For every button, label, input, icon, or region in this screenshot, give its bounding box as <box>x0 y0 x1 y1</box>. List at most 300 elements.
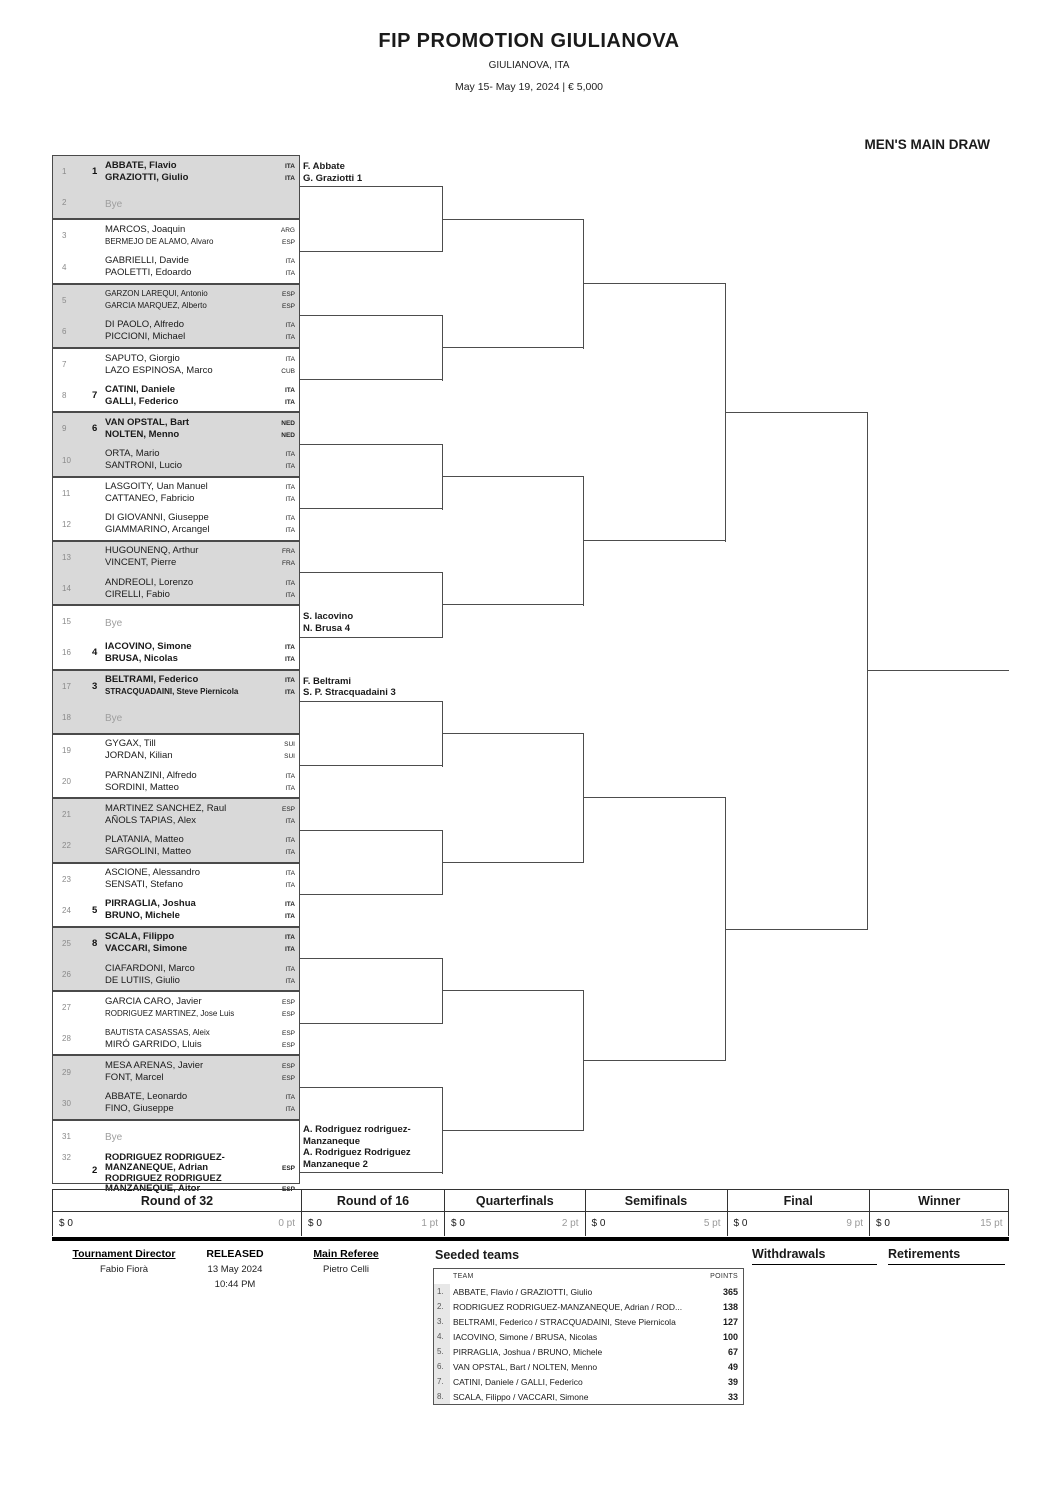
country-code: ESP <box>281 1010 295 1018</box>
seed-number: 3 <box>92 680 98 692</box>
team-names <box>105 641 299 665</box>
seeded-table-header <box>434 1269 743 1284</box>
team-row <box>53 478 299 509</box>
country-code: ITA <box>285 451 295 458</box>
country-code: ITA <box>285 836 295 844</box>
player-name: BERMEJO DE ALAMO, Alvaro <box>105 236 214 246</box>
player-line <box>105 236 299 248</box>
player-line <box>105 417 299 429</box>
seeded-team-points: 39 <box>727 1376 738 1387</box>
country-code: ITA <box>285 677 295 685</box>
player-name: ABBATE, Leonardo <box>105 1091 188 1103</box>
team-row <box>53 285 299 316</box>
released-date: 13 May 2024 <box>207 1264 263 1275</box>
bye-row <box>53 1121 299 1152</box>
team-names <box>105 1091 299 1115</box>
player-line <box>105 267 299 279</box>
round-points: 5 pt <box>703 1218 721 1229</box>
player-name: PLATANIA, Matteo <box>105 833 184 845</box>
player-name: CIRELLI, Fabio <box>105 588 170 600</box>
advancing-team-line: A. Rodriguez Rodriguez <box>303 1147 411 1158</box>
player-line <box>105 653 299 665</box>
qf-slot-line <box>443 604 584 605</box>
country-code: ITA <box>285 579 295 587</box>
main-referee-block <box>288 1247 404 1277</box>
player-name: DI GIOVANNI, Giuseppe <box>105 512 209 524</box>
seeded-team-row <box>434 1284 743 1299</box>
player-line <box>105 996 299 1008</box>
team-names <box>105 931 299 955</box>
bye-row <box>53 187 299 218</box>
player-name: FINO, Giuseppe <box>105 1103 174 1115</box>
team-names <box>105 996 299 1020</box>
team-row <box>53 830 299 861</box>
country-code: ESP <box>281 291 295 299</box>
player-name: VINCENT, Pierre <box>105 557 177 569</box>
seeded-team-number: 4. <box>434 1329 450 1344</box>
country-code: ITA <box>285 848 295 856</box>
player-name: DI PAOLO, Alfredo <box>105 319 185 331</box>
round-points: 0 pt <box>278 1218 295 1229</box>
row-number: 8 <box>62 391 67 401</box>
player-name: DE LUTIIS, Giulio <box>105 974 180 986</box>
country-code: ITA <box>285 386 295 394</box>
withdrawals-heading: Withdrawals <box>752 1247 877 1265</box>
round-label: Round of 16 <box>302 1190 444 1212</box>
round-money: $ 0 <box>733 1218 748 1229</box>
team-row <box>53 1088 299 1119</box>
player-name: GRAZIOTTI, Giulio <box>105 171 189 183</box>
team-names <box>105 160 299 184</box>
r16-slot-line <box>300 765 443 766</box>
qf-slot-line <box>443 476 584 477</box>
country-code: ITA <box>285 355 295 363</box>
player-name: SORDINI, Matteo <box>105 781 179 793</box>
team-row <box>53 380 299 411</box>
player-name: ORTA, Mario <box>105 448 160 459</box>
row-number: 11 <box>62 488 71 498</box>
seeded-points-header: POINTS <box>710 1273 738 1280</box>
player-name: CIAFARDONI, Marco <box>105 962 195 974</box>
team-names <box>105 674 299 698</box>
country-code: ITA <box>285 463 295 470</box>
row-number: 23 <box>62 874 71 884</box>
country-code: ITA <box>285 322 295 330</box>
round-payout <box>728 1212 870 1235</box>
team-names <box>105 512 299 536</box>
round-column-2 <box>301 1190 444 1236</box>
country-code: ESP <box>281 1185 295 1193</box>
player-name: SCALA, Filippo <box>105 931 175 943</box>
player-line <box>105 931 299 943</box>
row-number: 1 <box>62 167 67 177</box>
row-number: 21 <box>62 810 71 820</box>
player-line <box>105 815 299 827</box>
player-line <box>105 557 299 569</box>
team-row <box>53 509 299 540</box>
seeded-team-number: 2. <box>434 1299 450 1314</box>
advancing-team-line: A. Rodriguez rodriguez- <box>303 1124 411 1135</box>
player-line <box>105 524 299 536</box>
round-points: 2 pt <box>561 1218 579 1229</box>
player-line <box>105 224 299 236</box>
country-code: ESP <box>281 1164 295 1172</box>
round-money: $ 0 <box>451 1218 465 1229</box>
team-row <box>53 992 299 1023</box>
player-name: JORDAN, Kilian <box>105 750 173 762</box>
main-referee-name: Pietro Celli <box>323 1264 369 1275</box>
player-name: CATINI, Daniele <box>105 383 176 395</box>
row-number: 26 <box>62 970 71 980</box>
country-code: ITA <box>285 334 295 342</box>
country-code: ITA <box>285 946 295 954</box>
r16-slot-line <box>300 251 443 252</box>
qf-slot-line <box>443 347 584 348</box>
player-name: BRUNO, Michele <box>105 910 180 922</box>
r16-slot-line <box>300 315 443 316</box>
country-code: ITA <box>285 527 295 535</box>
match-box <box>52 412 300 476</box>
team-names <box>105 353 299 377</box>
player-name: MANZANEQUE, Aitor <box>105 1182 201 1194</box>
team-names <box>105 770 299 794</box>
country-code: ITA <box>285 870 295 878</box>
player-name: BELTRAMI, Federico <box>105 674 199 686</box>
player-name: MIRÓ GARRIDO, Lluis <box>105 1038 202 1050</box>
round-points: 9 pt <box>846 1218 863 1229</box>
seeded-team-number: 1. <box>434 1284 450 1299</box>
player-name: ABBATE, Flavio <box>105 159 177 171</box>
seeded-team-name: RODRIGUEZ RODRIGUEZ-MANZANEQUE, Adrian / ROD... <box>453 1301 683 1312</box>
released-block <box>177 1247 293 1292</box>
country-code: ITA <box>285 817 295 825</box>
team-row <box>53 799 299 830</box>
round-money: $ 0 <box>59 1218 73 1229</box>
player-name: SANTRONI, Lucio <box>105 460 183 471</box>
round-label: Quarterfinals <box>445 1190 585 1212</box>
seeded-team-points: 49 <box>727 1361 738 1372</box>
advancing-team-line: S. P. Stracquadaini 3 <box>303 687 396 699</box>
player-line <box>105 493 299 505</box>
team-row <box>53 1151 299 1194</box>
player-line <box>105 512 299 524</box>
player-line <box>105 577 299 589</box>
round-column-6 <box>869 1190 1009 1236</box>
bye-label: Bye <box>105 617 123 629</box>
seeded-team-name: PIRRAGLIA, Joshua / BRUNO, Michele <box>453 1346 603 1357</box>
advancing-team-line: N. Brusa 4 <box>303 622 350 634</box>
bye-wrap <box>105 1127 299 1145</box>
team-row <box>53 637 299 668</box>
country-code: ITA <box>285 496 295 504</box>
country-code: ITA <box>285 655 295 663</box>
player-name: BAUTISTA CASASSAS, Aleix <box>105 1027 210 1037</box>
match-box <box>52 219 300 283</box>
r16-slot-line <box>300 444 443 445</box>
row-number: 17 <box>62 681 71 691</box>
player-name: RODRIGUEZ MARTINEZ, Jose Luis <box>105 1008 235 1018</box>
country-code: CUB <box>281 367 295 375</box>
round-money: $ 0 <box>876 1218 890 1229</box>
player-line <box>105 782 299 794</box>
seeded-team-points: 67 <box>727 1346 738 1357</box>
team-row <box>53 1023 299 1054</box>
team-row <box>53 156 299 187</box>
bye-label: Bye <box>105 198 123 210</box>
sf-slot-line <box>584 283 726 284</box>
final-slot-line <box>726 412 869 413</box>
seeded-teams-title: Seeded teams <box>435 1248 520 1262</box>
player-line <box>105 1039 299 1051</box>
player-line <box>105 943 299 955</box>
player-line <box>105 1027 299 1039</box>
seeded-team-row <box>434 1344 743 1359</box>
team-names <box>105 288 299 312</box>
player-line <box>105 834 299 846</box>
sf-slot-line <box>584 797 726 798</box>
bye-wrap <box>105 194 299 212</box>
r16-slot-line <box>300 186 443 187</box>
player-line <box>105 384 299 396</box>
country-code: ITA <box>285 934 295 942</box>
row-number: 27 <box>62 1003 71 1013</box>
round-column-3 <box>444 1190 585 1236</box>
player-name: PAOLETTI, Edoardo <box>105 267 192 279</box>
draw-title: MEN'S MAIN DRAW <box>864 137 990 152</box>
player-name: SENSATI, Stefano <box>105 879 183 891</box>
r16-slot-line <box>300 1023 443 1024</box>
seeded-team-header: TEAM <box>453 1273 474 1280</box>
row-number: 3 <box>62 231 67 241</box>
team-names <box>105 963 299 987</box>
player-line <box>105 803 299 815</box>
match-box <box>52 541 300 605</box>
row-number: 18 <box>62 712 71 722</box>
player-name: AÑOLS TAPIAS, Alex <box>105 814 196 826</box>
advancing-team <box>303 1124 445 1170</box>
player-line <box>105 686 299 698</box>
advancing-team-line: S. Iacovino <box>303 611 354 623</box>
released-label: RELEASED <box>206 1248 264 1260</box>
seeded-team-number: 5. <box>434 1344 450 1359</box>
r16-slot-line <box>300 958 443 959</box>
r16-slot-line <box>300 379 443 380</box>
seeded-team-number: 8. <box>434 1389 450 1404</box>
seeded-team-row <box>434 1329 743 1344</box>
player-line <box>105 1008 299 1020</box>
player-line <box>105 738 299 750</box>
row-number: 25 <box>62 938 71 948</box>
row-number: 30 <box>62 1098 71 1108</box>
round-points-table <box>52 1189 1009 1236</box>
country-code: ESP <box>281 303 295 311</box>
footer-divider-rule <box>52 1237 1009 1241</box>
player-name: GALLI, Federico <box>105 395 179 407</box>
seed-number: 7 <box>92 390 98 402</box>
country-code: ESP <box>281 1063 295 1071</box>
player-name: ANDREOLI, Lorenzo <box>105 576 194 588</box>
tournament-location: GIULIANOVA, ITA <box>488 60 570 71</box>
player-name: PIRRAGLIA, Joshua <box>105 898 196 910</box>
player-line <box>105 396 299 408</box>
bye-wrap <box>105 613 299 631</box>
row-number: 9 <box>62 424 67 434</box>
player-name: HUGOUNENQ, Arthur <box>105 545 199 557</box>
seeded-team-points: 100 <box>722 1331 738 1342</box>
player-line <box>105 641 299 653</box>
seeded-team-points: 33 <box>727 1391 738 1402</box>
player-line <box>105 867 299 879</box>
seed-number: 2 <box>92 1164 98 1176</box>
country-code: ITA <box>285 270 295 278</box>
r16-slot-line <box>300 572 443 573</box>
player-name: GIAMMARINO, Arcangel <box>105 524 210 536</box>
player-name: IACOVINO, Simone <box>105 640 192 652</box>
team-names <box>105 255 299 279</box>
row-number: 16 <box>62 648 71 658</box>
player-name: PARNANZINI, Alfredo <box>105 769 197 781</box>
match-box <box>52 670 300 734</box>
team-names <box>105 834 299 858</box>
main-referee-label: Main Referee <box>313 1248 379 1260</box>
round-money: $ 0 <box>308 1218 322 1229</box>
player-line <box>105 255 299 267</box>
player-line <box>105 975 299 987</box>
tournament-director-label: Tournament Director <box>72 1248 176 1260</box>
match-box <box>52 605 300 669</box>
r16-slot-line <box>300 508 443 509</box>
player-line <box>105 750 299 762</box>
row-number: 6 <box>62 326 67 336</box>
team-row <box>53 959 299 990</box>
player-line <box>105 319 299 331</box>
team-names <box>105 867 299 891</box>
team-names <box>105 1060 299 1084</box>
round-payout <box>586 1212 727 1235</box>
round-label: Winner <box>870 1190 1009 1212</box>
team-row <box>53 895 299 926</box>
seeded-team-points: 365 <box>722 1286 738 1297</box>
player-name: GARCIA CARO, Javier <box>105 995 202 1007</box>
row-number: 5 <box>62 295 67 305</box>
seed-number: 6 <box>92 423 98 435</box>
player-name: RODRIGUEZ RODRIGUEZ- <box>105 1151 225 1163</box>
tournament-title: FIP PROMOTION GIULIANOVA <box>378 30 680 52</box>
player-line <box>105 365 299 377</box>
team-names <box>105 319 299 343</box>
country-code: ITA <box>285 901 295 909</box>
match-box <box>52 927 300 991</box>
team-row <box>53 864 299 895</box>
player-line <box>105 353 299 365</box>
player-line <box>105 460 299 472</box>
match-box <box>52 284 300 348</box>
round-label: Semifinals <box>586 1190 727 1212</box>
country-code: ITA <box>285 398 295 406</box>
player-line <box>105 545 299 557</box>
country-code: ESP <box>281 1041 295 1049</box>
player-line <box>105 331 299 343</box>
country-code: ITA <box>285 772 295 780</box>
seeded-team-points: 127 <box>722 1316 738 1327</box>
bye-row <box>53 606 299 637</box>
player-name: PICCIONI, Michael <box>105 331 186 343</box>
team-names <box>105 898 299 922</box>
row-number: 31 <box>62 1131 71 1141</box>
country-code: ITA <box>285 162 295 170</box>
round-payout <box>302 1212 444 1235</box>
player-name: NOLTEN, Menno <box>105 428 180 440</box>
player-name: GABRIELLI, Davide <box>105 255 189 267</box>
player-line <box>105 481 299 493</box>
match-box <box>52 1120 300 1194</box>
match-box <box>52 155 300 219</box>
round-label: Final <box>728 1190 870 1212</box>
team-names <box>105 417 299 441</box>
player-line <box>105 448 299 460</box>
seeded-team-name: IACOVINO, Simone / BRUSA, Nicolas <box>453 1331 598 1342</box>
country-code: ESP <box>281 1029 295 1037</box>
row-number: 22 <box>62 841 71 851</box>
advancing-team-line: Manzaneque <box>303 1135 361 1147</box>
country-code: ITA <box>285 913 295 921</box>
player-name: GARZON LAREQUI, Antonio <box>105 289 208 299</box>
row-number: 4 <box>62 262 67 272</box>
row-number: 10 <box>62 455 71 465</box>
country-code: ESP <box>281 1075 295 1083</box>
team-names <box>105 738 299 762</box>
player-name: MANZANEQUE, Adrian <box>105 1161 209 1173</box>
country-code: ITA <box>285 882 295 890</box>
qf-slot-line <box>443 1130 584 1131</box>
seeded-num-header <box>434 1269 450 1284</box>
seeded-team-name: CATINI, Daniele / GALLI, Federico <box>453 1376 583 1387</box>
row-number: 24 <box>62 905 71 915</box>
team-row <box>53 220 299 251</box>
advancing-team <box>303 611 445 634</box>
team-row <box>53 735 299 766</box>
team-row <box>53 444 299 475</box>
country-code: ITA <box>285 977 295 985</box>
country-code: FRA <box>282 560 295 568</box>
country-code: ITA <box>285 689 295 697</box>
seeded-teams-table <box>433 1268 744 1405</box>
team-names <box>105 803 299 827</box>
row-number: 15 <box>62 617 71 627</box>
country-code: ITA <box>285 484 295 492</box>
team-names <box>105 1027 299 1051</box>
country-code: FRA <box>282 548 295 556</box>
match-box <box>52 348 300 412</box>
seeded-team-name: ABBATE, Flavio / GRAZIOTTI, Giulio <box>453 1286 593 1297</box>
player-name: VAN OPSTAL, Bart <box>105 416 190 428</box>
seed-number: 4 <box>92 647 98 659</box>
country-code: ESP <box>281 238 295 246</box>
seeded-team-row <box>434 1359 743 1374</box>
qf-slot-line <box>443 990 584 991</box>
player-line <box>105 910 299 922</box>
tournament-date-fee: May 15- May 19, 2024 | € 5,000 <box>454 81 604 93</box>
player-name: RODRIGUEZ RODRIGUEZ <box>105 1172 222 1184</box>
bye-row <box>53 702 299 733</box>
country-code: ESP <box>281 805 295 813</box>
advancing-team-line: G. Graziotti 1 <box>303 172 363 184</box>
country-code: ITA <box>285 965 295 973</box>
qf-slot-line <box>443 733 584 734</box>
player-line <box>105 898 299 910</box>
team-names <box>105 577 299 601</box>
team-row <box>53 316 299 347</box>
